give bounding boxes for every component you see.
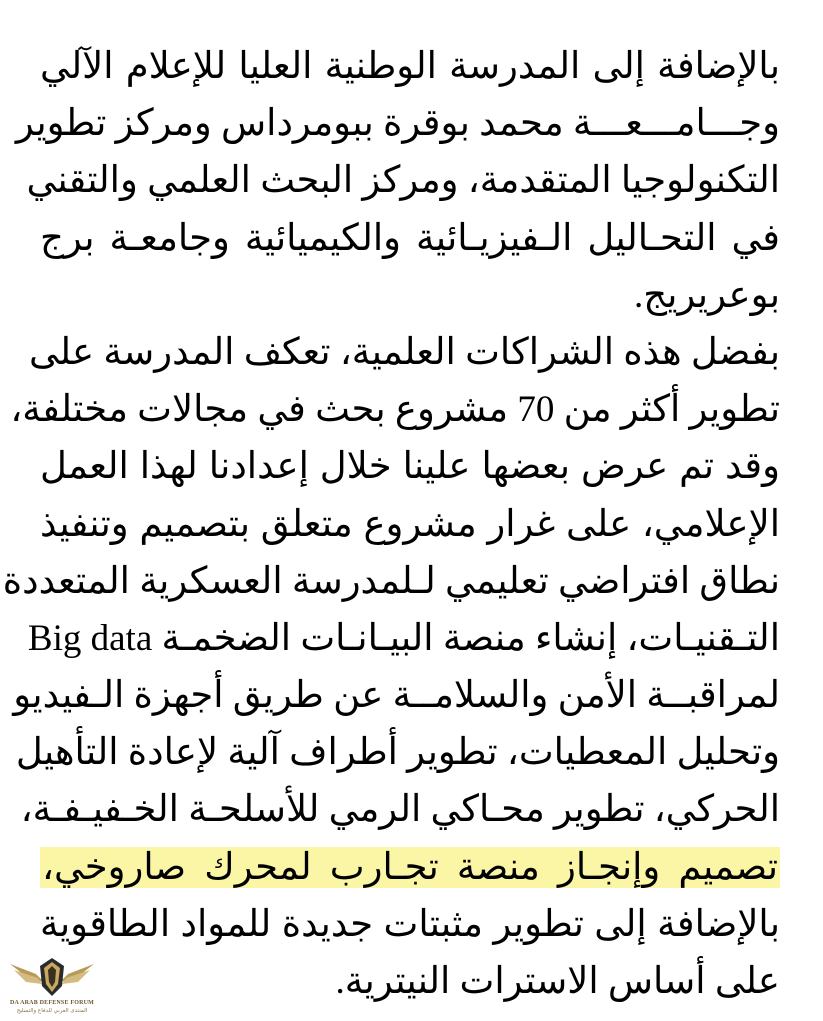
arab-defense-forum-logo — [6, 952, 98, 1018]
logo-name — [6, 1000, 98, 1006]
text-line: تطوير أكثر من 70 مشروع بحث في مجالات مختلفة، — [10, 389, 780, 431]
text-line: بالإضافة إلى تطوير مثبتات جديدة للمواد الطاقوية — [40, 903, 780, 945]
text-line: وتحليل المعطيات، تطوير أطراف آلية لإعادة التأهيل — [15, 732, 780, 774]
article-text — [2, 38, 780, 1010]
text-line: لمراقبــة الأمن والسلامــة عن طريق أجهزة الـفيديو — [13, 675, 780, 717]
text-line: وجـــامـــعـــة محمد بوقرة ببومرداس ومركز تطوير — [15, 103, 780, 145]
text-line: نطاق افتراضي تعليمي لـلمدرسة العسكرية المتعددة — [2, 560, 780, 602]
logo-initials: DA — [9, 1000, 19, 1006]
text-line: بوعريريج. — [633, 274, 780, 316]
text-line: الإعلامي، على غرار مشروع متعلق بتصميم وتنفيذ — [40, 503, 780, 545]
text-line: بفضل هذه الشراكات العلمية، تعكف المدرسة على — [28, 331, 780, 373]
text-line: وقد تم عرض بعضها علينا خلال إعدادنا لهذا العمل — [40, 446, 780, 488]
text-line: على أساس الاسترات النيترية. — [335, 961, 780, 1002]
logo-name-en: ARAB DEFENSE FORUM — [20, 1000, 95, 1006]
highlighted-text: تصميم وإنجـاز منصة تجـارب لمحرك صاروخي، — [42, 846, 778, 888]
paragraph-1 — [15, 38, 780, 324]
highlighted-line-wrapper — [40, 839, 780, 896]
text-line: في التحـاليل الـفيزيـائية والكيميائية وجامعـة برج — [40, 217, 780, 259]
text-line: التكنولوجيا المتقدمة، ومركز البحث العلمي والتقني — [26, 160, 780, 202]
text-line: التـقنيـات، إنشاء منصة البيـانـات الضخمـة Big data — [27, 617, 780, 659]
text-line: بالإضافة إلى المدرسة الوطنية العليا للإعلام الآلي — [40, 46, 780, 87]
eagle-emblem-icon — [6, 952, 98, 1002]
paragraph-2 — [2, 324, 780, 1010]
text-line: الحركي، تطوير محـاكي الرمي للأسلحـة الخـفيـفـة، — [20, 789, 780, 831]
logo-name-ar: المنتدى العربي للدفاع والتسليح — [16, 1008, 88, 1014]
